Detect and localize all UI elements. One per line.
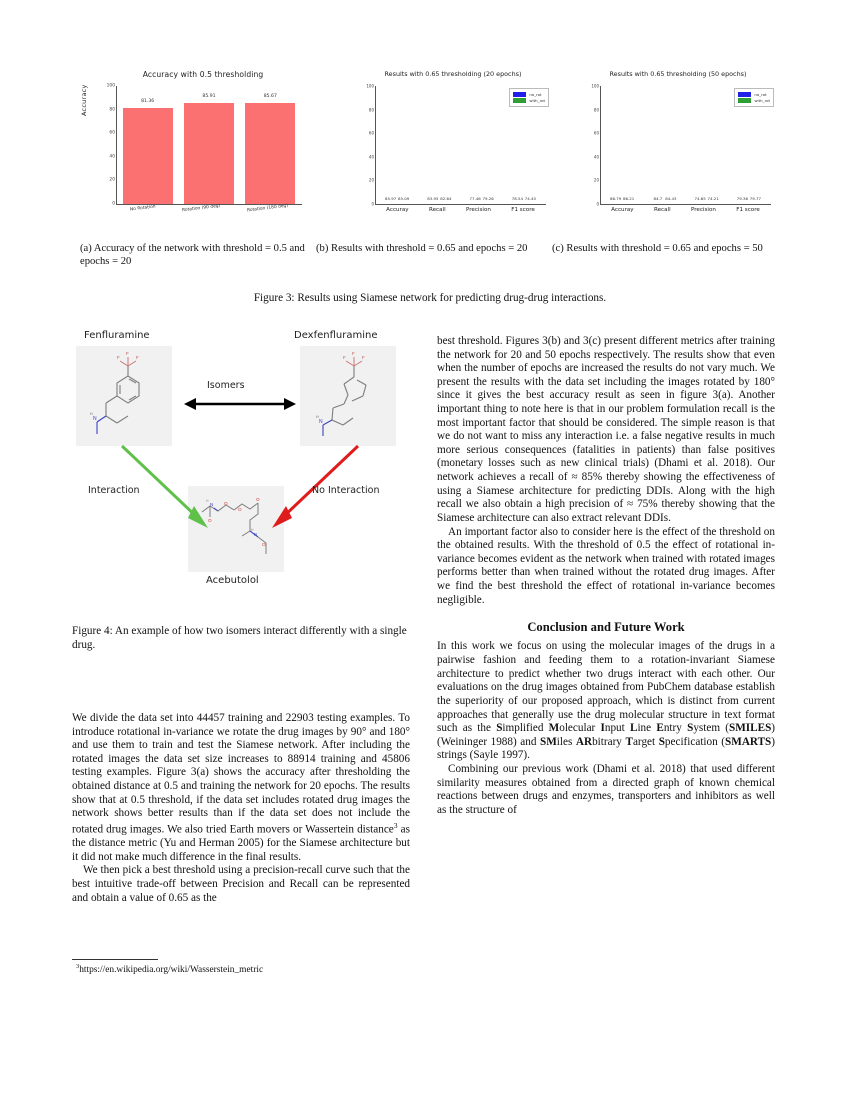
label-fenfluramine: Fenfluramine: [84, 330, 150, 341]
smiles-s4: L: [629, 722, 638, 735]
r-p3-a: In this work we focus on using the molecular images of the drugs in a pairwise fashion and feeding them to a rotation-invariant Siamese architecture to predict whether two drugs interact with each other. Our evaluations on the drug images obtained from PubChem database establish the superiority of our proposed approach, which is distinct from current approaches that generally use the drug molecular structure in text format such as the: [437, 640, 775, 735]
dexfenfluramine-structure-icon: [300, 346, 396, 446]
footnote-url[interactable]: https://en.wikipedia.org/wiki/Wasserstein_metric: [79, 965, 264, 976]
smarts-s1: SM: [540, 735, 557, 748]
legend-swatch-icon: [513, 98, 526, 103]
chart-b-plot: [353, 82, 553, 230]
left-paragraph-2: We then pick a best threshold using a precision-recall curve such that the best intuitive trade-off between Precision and Recall can be represented and obtain a value of 0.65 as the: [72, 864, 410, 904]
bar-value-label: 85.91: [202, 93, 216, 99]
label-isomers: Isomers: [207, 380, 245, 391]
smiles-r3: nput: [604, 722, 630, 735]
bar-value-label: 77.46: [469, 196, 481, 201]
bar-value-label: 74.45: [524, 196, 536, 201]
body-right-column: [437, 335, 775, 817]
smiles-r2: olecular: [559, 722, 601, 735]
smarts-r1: iles: [556, 735, 576, 748]
footnote-ref: 3: [393, 820, 398, 830]
legend-item-no-rot: [513, 92, 545, 97]
bar-value-label: 84.43: [665, 196, 677, 201]
bar-value-label: 79.26: [482, 196, 494, 201]
svg-text:H: H: [251, 528, 254, 532]
left-paragraph-1: [72, 712, 410, 864]
chart-b-ytick-40: 40: [368, 154, 374, 160]
legend-swatch-icon: [738, 98, 751, 103]
chart-c-ytick-80: 80: [593, 107, 599, 113]
label-interaction: Interaction: [88, 485, 140, 496]
legend-label: with_rot: [529, 98, 545, 103]
smiles-s3: I: [600, 722, 605, 735]
figure-4-caption: Figure 4: An example of how two isomers interact differently with a single drug.: [72, 625, 407, 651]
chart-a-xtick: Rotation (180 deg): [246, 203, 289, 214]
figure-3-subcaptions: [80, 243, 780, 268]
smarts-tail: ) strings (Sayle 1997).: [437, 735, 775, 762]
chart-b-title: Results with 0.65 thresholding (20 epochs): [384, 70, 522, 78]
chart-b-ytick-80: 80: [368, 107, 374, 113]
bar-value-label: 85.67: [263, 93, 277, 99]
chart-accuracy-05-thresholding: [78, 70, 328, 240]
chart-c-xtick: Accuray: [611, 207, 634, 213]
footnote-block: [76, 963, 406, 975]
chart-c-legend: [734, 88, 774, 107]
bar-value-label: 85.09: [398, 196, 410, 201]
chart-c-ytick-20: 20: [593, 177, 599, 183]
chart-c-xtick: Recall: [653, 207, 671, 213]
svg-text:O: O: [224, 501, 228, 506]
label-dexfenfluramine: Dexfenfluramine: [294, 330, 378, 341]
chart-c-xticks: [601, 207, 770, 213]
bar-value-label: 86.21: [623, 196, 635, 201]
left-p1-tail: as the distance metric (Yu and Herman 2005) for the Siamese architecture but it did not make much difference in the final results.: [72, 823, 410, 863]
right-paragraph-4: Combining our previous work (Dhami et al. 2018) that used different similarity measures obtained from a directed graph of known chemical reactions between drugs and enzymes, transporters and inhibitors as well as the structure of: [437, 762, 775, 816]
smarts-s3: T: [625, 735, 633, 748]
subcaption-c: (c) Results with threshold = 0.65 and epochs = 50: [552, 243, 763, 254]
svg-text:O: O: [256, 497, 260, 502]
chart-b-ytick-20: 20: [368, 177, 374, 183]
bar-rotation-180: [245, 93, 295, 204]
footnote-marker: 3: [76, 963, 80, 970]
svg-text:O: O: [262, 542, 266, 547]
right-paragraph-2: An important factor also to consider here is the effect of the threshold on the obtained results. With the threshold of 0.5 the effect of rotational in-variance becomes evident as the network when trained with rotated images performs better than when trained without the rotated drug images. After we find the best threshold the effect of rotational in-variance becomes negligible.: [437, 525, 775, 606]
chart-results-065-50epochs: [578, 70, 778, 240]
right-paragraph-1: best threshold. Figures 3(b) and 3(c) present different metrics after training the network for 20 and 50 epochs respectively. The results show that even when the number of epochs are increased the results do not vary much. We present the results with the data set including the images rotated by 180° since it gives the best accuracy result as seen in figure 3(a). Another important thing to note here is that in our problem formulation recall is the most important factor that should be considered. The simple reason is that we do not want to miss any interaction i.e. a false negative results in much more serious consequences (fatalities in patients) than false positives (monetary losses such as new clinical trials) (Dhami et al. 2018). Our network achieves a recall of ≈ 85% thereby showing the effectiveness of using a Siamese architecture for predicting DDIs. Along with the high recall we also obtain a high precision of ≈ 75% thereby showing that the Siamese architecture can also extract relevant DDIs.: [437, 335, 775, 524]
figure-3-caption: Figure 3: Results using Siamese network for predicting drug-drug interactions.: [253, 292, 607, 304]
chart-a-ytick-40: 40: [109, 154, 115, 160]
chart-c-ytick-0: 0: [596, 201, 599, 207]
chart-c-ytick-100: 100: [591, 83, 599, 89]
svg-text:F: F: [352, 351, 355, 356]
legend-item-no-rot: [738, 92, 770, 97]
figure-4-diagram: [72, 330, 408, 615]
chart-b-legend: [509, 88, 549, 107]
bar-value-label: 85.97: [385, 196, 397, 201]
legend-label: no_rot: [529, 92, 542, 97]
chart-a-bars: [117, 86, 301, 204]
chart-c-title: Results with 0.65 thresholding (50 epochs): [609, 70, 747, 78]
smiles-tail: ) (Weininger 1988) and: [437, 722, 776, 748]
smarts-acronym: SMARTS: [725, 735, 772, 748]
svg-text:H: H: [90, 412, 93, 416]
svg-text:N: N: [210, 502, 214, 507]
legend-label: with_rot: [754, 98, 770, 103]
smiles-acronym: SMILES: [729, 722, 772, 735]
bar-value-label: 79.77: [749, 196, 761, 201]
smarts-s2: AR: [575, 735, 593, 748]
molecule-image-fenfluramine: [76, 346, 172, 446]
chart-b-xticks: [376, 207, 545, 213]
smarts-s4: S: [658, 735, 665, 748]
smiles-s6: S: [687, 722, 694, 735]
bar-value-label: 78.54: [511, 196, 523, 201]
svg-text:O: O: [238, 507, 242, 512]
smarts-r3: arget: [632, 735, 659, 748]
svg-text:H: H: [316, 415, 319, 419]
svg-text:H: H: [206, 499, 209, 503]
chart-c-ytick-40: 40: [593, 154, 599, 160]
svg-text:N: N: [319, 419, 323, 425]
bar-value-label: 86.79: [610, 196, 622, 201]
chart-a-xticks: [117, 203, 301, 214]
smiles-r4: ine: [637, 722, 657, 735]
subcaption-a: (a) Accuracy of the network with threshold = 0.5 and epochs = 20: [80, 243, 305, 267]
chart-b-xtick: F1 score: [511, 207, 535, 213]
bar-value-label: 74.65: [694, 196, 706, 201]
bar-value-label: 83.95: [427, 196, 439, 201]
bar-value-label: 74.21: [707, 196, 719, 201]
smarts-r2: bitrary: [592, 735, 626, 748]
chart-a-ylabel: Accuracy: [80, 84, 88, 116]
subcaption-b: (b) Results with threshold = 0.65 and epochs = 20: [316, 243, 528, 254]
chart-c-xtick: Precision: [690, 207, 716, 213]
chart-c-ytick-60: 60: [593, 130, 599, 136]
fenfluramine-structure-icon: [76, 346, 172, 446]
bar-no-rotation: [123, 99, 173, 204]
chart-a-ytick-60: 60: [109, 130, 115, 136]
smiles-r6: ystem (: [693, 722, 730, 735]
molecule-image-dexfenfluramine: [300, 346, 396, 446]
legend-item-with-rot: [738, 98, 770, 103]
label-no-interaction: No Interaction: [312, 485, 380, 496]
bar-value-label: 84.7: [653, 196, 663, 201]
smiles-s2: M: [548, 722, 560, 735]
bar-rotation-90: [184, 93, 234, 204]
chart-a-plot: [78, 82, 328, 228]
chart-b-xtick: Recall: [428, 207, 446, 213]
smiles-r1: implified: [502, 722, 549, 735]
chart-b-ytick-100: 100: [366, 83, 374, 89]
smiles-s1: S: [496, 722, 503, 735]
svg-text:F: F: [136, 355, 139, 360]
svg-text:N: N: [93, 416, 97, 422]
chart-a-xtick: Rotation (90 deg): [181, 203, 221, 214]
legend-label: no_rot: [754, 92, 767, 97]
svg-text:F: F: [117, 355, 120, 360]
chart-c-xtick: F1 score: [736, 207, 760, 213]
bar-value-label: 81.36: [141, 99, 155, 104]
legend-swatch-icon: [738, 92, 751, 97]
svg-text:F: F: [343, 355, 346, 360]
chart-a-ytick-0: 0: [112, 201, 115, 207]
chart-b-ytick-0: 0: [371, 201, 374, 207]
smiles-r5: ntry: [663, 722, 688, 735]
chart-a-ytick-80: 80: [109, 107, 115, 113]
legend-item-with-rot: [513, 98, 545, 103]
chart-c-plot: [578, 82, 778, 230]
bar-value-label: 82.64: [440, 196, 452, 201]
svg-text:F: F: [362, 355, 365, 360]
chart-a-xtick: No Rotation: [129, 204, 157, 213]
bar-value-label: 79.36: [736, 196, 748, 201]
chart-b-ytick-60: 60: [368, 130, 374, 136]
chart-a-title: Accuracy with 0.5 thresholding: [142, 70, 264, 79]
isomers-double-arrow-icon: [184, 396, 296, 412]
smiles-s5: E: [656, 722, 664, 735]
footnote-rule: [72, 959, 158, 960]
chart-b-xtick: Precision: [465, 207, 491, 213]
section-heading-conclusion: Conclusion and Future Work: [527, 620, 685, 635]
chart-results-065-20epochs: [353, 70, 553, 240]
svg-text:O: O: [208, 518, 212, 523]
right-paragraph-3: [437, 640, 775, 762]
label-acebutolol: Acebutolol: [206, 575, 259, 586]
chart-a-ytick-100: 100: [106, 83, 115, 89]
body-left-column: [72, 712, 410, 905]
chart-b-xtick: Accuray: [386, 207, 409, 213]
svg-text:N: N: [254, 532, 258, 537]
figure-3-charts: [78, 70, 778, 240]
left-p1-text: We divide the data set into 44457 training and 22903 testing examples. To introduce rotational in-variance we rotate the drug images by 90° and 180° and use them to train and test the Siamese network. After including the rotated images the data set size increases to 88914 training and 45806 testing examples. Figure 3(a) shows the accuracy after thresholding the obtained distance at 0.5 and training the network for 20 epochs. The results show that at 0.5 threshold, if the data set includes rotated drug images the network shows better results than if the data set does not include the rotated drug images. We also tried Earth movers or Wassertein distance: [72, 712, 410, 836]
svg-text:F: F: [126, 351, 129, 356]
legend-swatch-icon: [513, 92, 526, 97]
smarts-r4: pecification (: [664, 735, 726, 748]
chart-a-ytick-20: 20: [109, 177, 115, 183]
